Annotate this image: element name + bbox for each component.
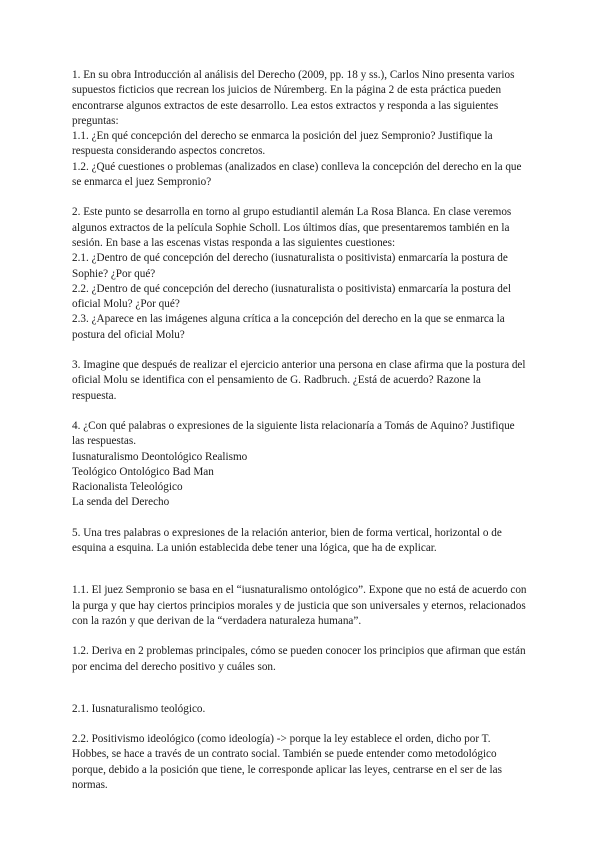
question-3: 3. Imagine que después de realizar el ejercicio anterior una persona en clase afirma que la postura del oficial Molu se identifica con el pensamiento de G. Radbruch. ¿Está de acuerdo? Razone la respuesta.: [72, 359, 526, 402]
question-2-2: 2.2. ¿Dentro de qué concepción del derecho (iusnaturalista o positivista) enmarcaría la postura del oficial Molu? ¿Por qué?: [72, 282, 511, 311]
word-list-line: Racionalista Teleológico: [72, 481, 183, 494]
question-1-2: 1.2. ¿Qué cuestiones o problemas (analizados en clase) conlleva la concepción del derecho en la que se enmarca el juez Sempronio?: [72, 160, 522, 189]
answer-1-1: 1.1. El juez Sempronio se basa en el “iusnaturalismo ontológico”. Expone que no está de acuerdo con la purga y que hay ciertos principios morales y de justicia que son universales y eternos, relacionados con la razón y que derivan de la “verdadera naturaleza humana”.: [72, 584, 527, 627]
question-4-intro: 4. ¿Con qué palabras o expresiones de la siguiente lista relacionaría a Tomás de Aquino? Justifique las respuestas.: [72, 419, 515, 448]
word-list-line: Teológico Ontológico Bad Man: [72, 465, 214, 478]
answer-1-2: 1.2. Deriva en 2 problemas principales, cómo se pueden conocer los principios que afirman que están por encima del derecho positivo y cuáles son.: [72, 645, 526, 673]
question-2-1: 2.1. ¿Dentro de qué concepción del derecho (iusnaturalista o positivista) enmarcaría la postura de Sophie? ¿Por qué?: [72, 252, 508, 280]
question-2-intro: 2. Este punto se desarrolla en torno al grupo estudiantil alemán La Rosa Blanca. En clase veremos algunos extractos de la película Sophie Scholl. Los últimos días, que presentaremos también en la sesión. En base a las escenas vistas responda a las siguientes cuestiones:: [72, 206, 512, 249]
question-1-intro: 1. En su obra Introducción al análisis del Derecho (2009, pp. 18 y ss.), Carlos Nino presenta varios supuestos ficticios que recrean los juicios de Núremberg. En la página 2 de esta práctica pueden encontrarse algunos extractos de este desarrollo. Lea estos extractos y responda a las siguientes preguntas:: [72, 69, 515, 127]
question-1-1: 1.1. ¿En qué concepción del derecho se enmarca la posición del juez Sempronio? Justifique la respuesta considerando aspectos concretos.: [72, 130, 493, 158]
question-5: 5. Una tres palabras o expresiones de la relación anterior, bien de forma vertical, horizontal o de esquina a esquina. La unión establecida debe tener una lógica, que ha de explicar.: [72, 526, 502, 555]
answer-2-1: 2.1. Iusnaturalismo teológico.: [72, 702, 206, 715]
word-list-line: Iusnaturalismo Deontológico Realismo: [72, 450, 248, 463]
question-2-3: 2.3. ¿Aparece en las imágenes alguna crítica a la concepción del derecho en la que se enmarca la postura del oficial Molu?: [72, 313, 505, 341]
answer-2-2: 2.2. Positivismo ideológico (como ideología) -> porque la ley establece el orden, dicho por T. Hobbes, se hace a través de un contrato social. También se puede entender como metodológico porque, debido a la posición que tiene, le corresponde aplicar las leyes, centrarse en el ser de las normas.: [72, 733, 502, 791]
word-list-line: La senda del Derecho: [72, 496, 170, 509]
